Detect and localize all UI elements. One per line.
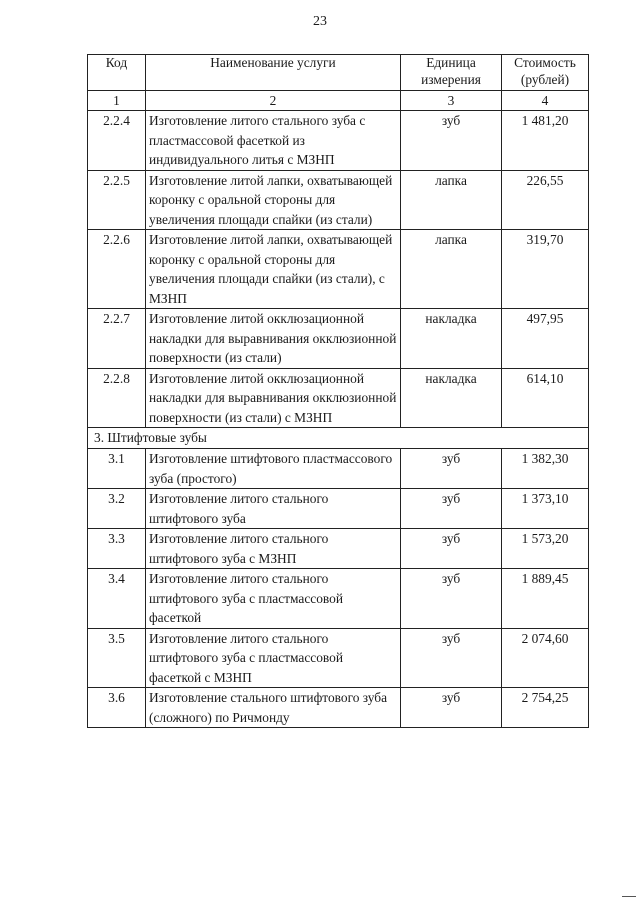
cell-unit: зуб — [401, 569, 502, 629]
cell-name: Изготовление литой лапки, охватывающей коронку с оральной стороны для увеличения площади спайки (из стали) — [146, 170, 401, 230]
page-number: 23 — [313, 14, 327, 29]
cell-unit: зуб — [401, 529, 502, 569]
cell-unit: накладка — [401, 368, 502, 428]
table-row — [88, 368, 589, 428]
cell-name: Изготовление литого стального зуба с пластмассовой фасеткой из индивидуального литья с МЗНП — [146, 111, 401, 171]
table-row — [88, 628, 589, 688]
table-row — [88, 230, 589, 309]
corner-mark — [622, 896, 636, 897]
cell-name: Изготовление штифтового пластмассового зуба (простого) — [146, 449, 401, 489]
cell-name: Изготовление литого стального штифтового зуба с пластмассовой фасеткой с МЗНП — [146, 628, 401, 688]
cell-cost: 319,70 — [502, 230, 589, 309]
cell-code: 2.2.8 — [88, 368, 146, 428]
cell-cost: 1 382,30 — [502, 449, 589, 489]
table-row — [88, 688, 589, 728]
header-code: Код — [88, 55, 146, 91]
cell-unit: зуб — [401, 449, 502, 489]
cell-unit: лапка — [401, 230, 502, 309]
column-number: 3 — [401, 91, 502, 111]
cell-code: 2.2.4 — [88, 111, 146, 171]
column-number: 1 — [88, 91, 146, 111]
section-title: 3. Штифтовые зубы — [88, 428, 589, 449]
cell-cost: 2 074,60 — [502, 628, 589, 688]
cell-cost: 614,10 — [502, 368, 589, 428]
cell-code: 3.4 — [88, 569, 146, 629]
cell-cost: 1 573,20 — [502, 529, 589, 569]
cell-code: 2.2.6 — [88, 230, 146, 309]
header-unit: Единица измерения — [401, 55, 502, 91]
cell-unit: зуб — [401, 628, 502, 688]
section-row — [88, 428, 589, 449]
cell-name: Изготовление литой окклюзационной накладки для выравнивания окклюзионной поверхности (из стали) с МЗНП — [146, 368, 401, 428]
table-row — [88, 170, 589, 230]
price-table-body — [88, 55, 589, 728]
table-header-row — [88, 55, 589, 91]
cell-code: 3.5 — [88, 628, 146, 688]
column-number: 4 — [502, 91, 589, 111]
cell-code: 2.2.7 — [88, 309, 146, 369]
price-table — [87, 54, 589, 728]
cell-unit: накладка — [401, 309, 502, 369]
table-row — [88, 449, 589, 489]
cell-code: 3.6 — [88, 688, 146, 728]
table-row — [88, 529, 589, 569]
cell-unit: зуб — [401, 688, 502, 728]
cell-name: Изготовление литого стального штифтового зуба с МЗНП — [146, 529, 401, 569]
table-row — [88, 309, 589, 369]
cell-cost: 1 889,45 — [502, 569, 589, 629]
cell-cost: 1 481,20 — [502, 111, 589, 171]
cell-cost: 226,55 — [502, 170, 589, 230]
header-name: Наименование услуги — [146, 55, 401, 91]
table-row — [88, 489, 589, 529]
cell-unit: зуб — [401, 111, 502, 171]
cell-name: Изготовление литого стального штифтового зуба — [146, 489, 401, 529]
cell-code: 3.3 — [88, 529, 146, 569]
cell-name: Изготовление литой окклюзационной накладки для выравнивания окклюзионной поверхности (из стали) — [146, 309, 401, 369]
table-row — [88, 111, 589, 171]
cell-name: Изготовление стального штифтового зуба (сложного) по Ричмонду — [146, 688, 401, 728]
cell-cost: 1 373,10 — [502, 489, 589, 529]
cell-code: 3.1 — [88, 449, 146, 489]
cell-cost: 2 754,25 — [502, 688, 589, 728]
cell-code: 3.2 — [88, 489, 146, 529]
cell-cost: 497,95 — [502, 309, 589, 369]
column-number: 2 — [146, 91, 401, 111]
header-cost: Стоимость (рублей) — [502, 55, 589, 91]
table-row — [88, 569, 589, 629]
column-numbers-row — [88, 91, 589, 111]
cell-unit: лапка — [401, 170, 502, 230]
cell-name: Изготовление литого стального штифтового зуба с пластмассовой фасеткой — [146, 569, 401, 629]
cell-unit: зуб — [401, 489, 502, 529]
cell-name: Изготовление литой лапки, охватывающей коронку с оральной стороны для увеличения площади спайки (из стали), с МЗНП — [146, 230, 401, 309]
cell-code: 2.2.5 — [88, 170, 146, 230]
